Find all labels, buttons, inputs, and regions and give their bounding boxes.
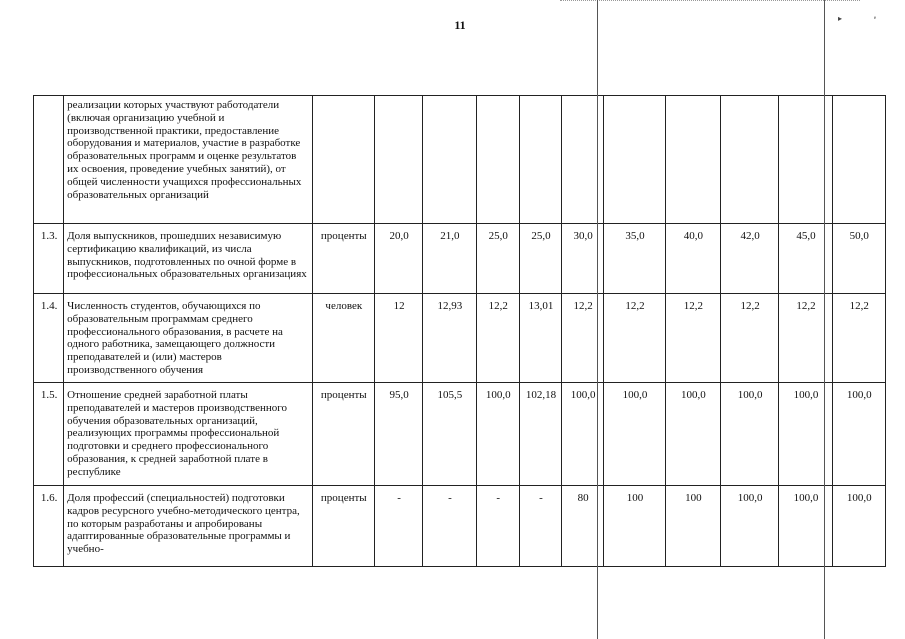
value-cell: 50,0: [832, 224, 885, 294]
corner-mark-icon: ᵉ: [874, 14, 877, 23]
value-cell: 35,0: [604, 224, 665, 294]
value-cell: 40,0: [665, 224, 720, 294]
unit-cell: [312, 96, 374, 224]
value-cell: 100: [665, 486, 720, 567]
value-cell: 100,0: [562, 383, 604, 486]
row-number: [34, 96, 64, 224]
row-number: 1.5.: [34, 383, 64, 486]
value-cell: [374, 96, 422, 224]
page-number: 11: [454, 18, 466, 32]
value-cell: 100,0: [720, 486, 778, 567]
scan-top-artifact: [560, 0, 860, 2]
scan-fold-line: [597, 0, 598, 639]
value-cell: [665, 96, 720, 224]
unit-cell: человек: [312, 294, 374, 383]
value-cell: 12: [374, 294, 422, 383]
value-cell: 20,0: [374, 224, 422, 294]
value-cell: 12,2: [476, 294, 519, 383]
value-cell: -: [519, 486, 561, 567]
value-cell: 102,18: [519, 383, 561, 486]
value-cell: 13,01: [519, 294, 561, 383]
value-cell: 42,0: [720, 224, 778, 294]
value-cell: 21,0: [423, 224, 476, 294]
indicators-table: [33, 95, 886, 567]
value-cell: [604, 96, 665, 224]
table-row: [34, 224, 886, 294]
value-cell: [519, 96, 561, 224]
indicator-name: реализации которых участвуют работодатели (включая организацию учебной и производственной практики, предоставление оборудования и материалов, участие в разработке образовательных программ и оценке результатов их освоения, проведение учебных занятий), от общей численности учащихся профессиональных образовательных организаций: [64, 96, 312, 224]
table-body: [34, 96, 886, 567]
value-cell: 100,0: [476, 383, 519, 486]
value-cell: 45,0: [779, 224, 832, 294]
indicator-name: Доля профессий (специальностей) подготовки кадров ресурсного учебно-методического центра, по которым разработаны и апробированы адаптированные образовательные программы и учебно-: [64, 486, 312, 567]
unit-cell: проценты: [312, 383, 374, 486]
scan-fold-line: [824, 0, 825, 639]
value-cell: 25,0: [476, 224, 519, 294]
unit-cell: проценты: [312, 224, 374, 294]
value-cell: 100,0: [779, 383, 832, 486]
value-cell: 12,2: [720, 294, 778, 383]
value-cell: [720, 96, 778, 224]
value-cell: 100,0: [779, 486, 832, 567]
value-cell: 100,0: [604, 383, 665, 486]
value-cell: 12,2: [562, 294, 604, 383]
indicator-name: Доля выпускников, прошедших независимую сертификацию квалификаций, из числа выпускников, подготовленных по очной форме в профессиональных образовательных организациях: [64, 224, 312, 294]
row-number: 1.3.: [34, 224, 64, 294]
value-cell: [476, 96, 519, 224]
value-cell: 95,0: [374, 383, 422, 486]
value-cell: 12,2: [665, 294, 720, 383]
value-cell: 80: [562, 486, 604, 567]
value-cell: 12,2: [832, 294, 885, 383]
value-cell: -: [476, 486, 519, 567]
value-cell: 100,0: [720, 383, 778, 486]
indicator-name: Численность студентов, обучающихся по образовательным программам среднего профессионального образования, в расчете на одного работника, замещающего должности преподавателей и (или) мастеров производственного обучения: [64, 294, 312, 383]
value-cell: 100,0: [665, 383, 720, 486]
value-cell: 12,2: [779, 294, 832, 383]
value-cell: 100,0: [832, 486, 885, 567]
value-cell: 105,5: [423, 383, 476, 486]
value-cell: 100: [604, 486, 665, 567]
row-number: 1.4.: [34, 294, 64, 383]
value-cell: -: [423, 486, 476, 567]
table-row: [34, 294, 886, 383]
value-cell: 100,0: [832, 383, 885, 486]
value-cell: 25,0: [519, 224, 561, 294]
row-number: 1.6.: [34, 486, 64, 567]
value-cell: [832, 96, 885, 224]
indicator-name: Отношение средней заработной платы преподавателей и мастеров производственного обучения образовательных организаций, реализующих программы профессиональной подготовки и среднего профессионального образования, к средней заработной плате в республике: [64, 383, 312, 486]
value-cell: 12,2: [604, 294, 665, 383]
table-row: [34, 486, 886, 567]
value-cell: [423, 96, 476, 224]
value-cell: 30,0: [562, 224, 604, 294]
value-cell: 12,93: [423, 294, 476, 383]
unit-cell: проценты: [312, 486, 374, 567]
corner-mark-icon: ▸: [838, 14, 843, 23]
value-cell: -: [374, 486, 422, 567]
table-row: [34, 96, 886, 224]
table-row: [34, 383, 886, 486]
